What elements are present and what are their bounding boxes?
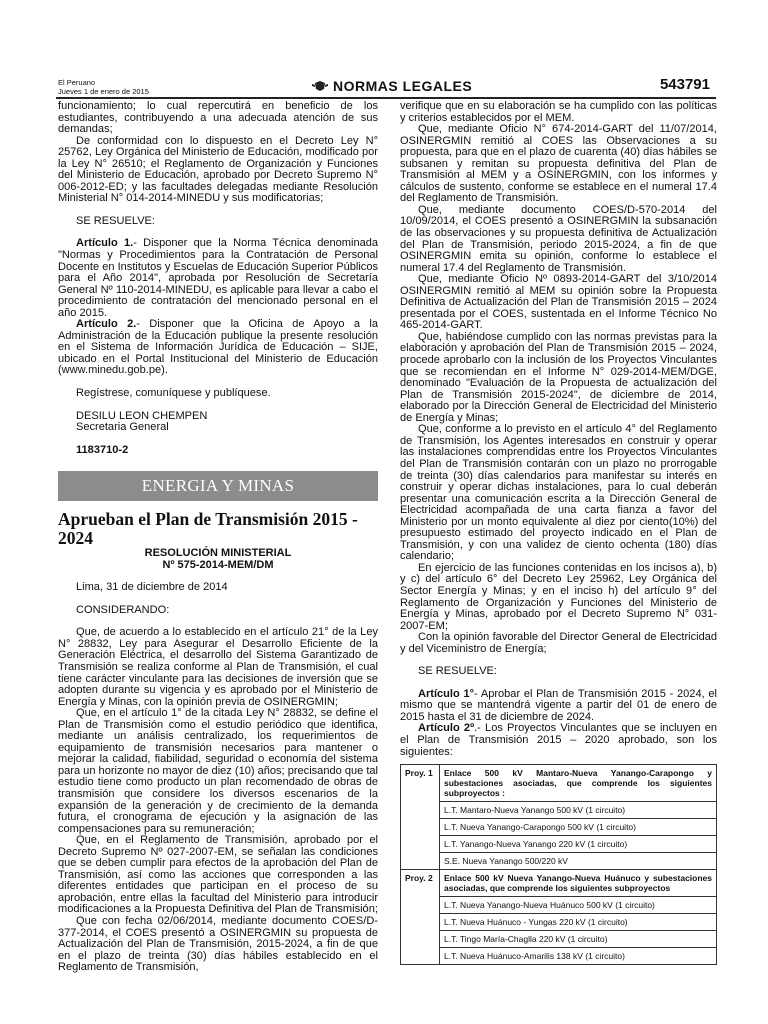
paragraph: Que, conforme a lo previsto en el artículo 4° del Reglamento de Transmisión, los Agentes interesados en construir y operar las instalaciones comprendidas entre los Proyectos Vinculantes del Plan de Transmisión contarán con un plazo no prorrogable de treinta (30) días calendarios para manifestar su interés en construir y operar dichas instalaciones, para lo cual deberán presentar una comunicación escrita a la Dirección General de Electricidad acompañada de una carta fianza a favor del Ministerio por un monto equivalente al diez por ciento(10%) del presupuesto estimado del proyecto indicado en el Plan de Transmisión, y con una validez de ciento ochenta (180) días calendario; bbox=[400, 423, 717, 563]
article-text: - Disponer que la Oficina de Apoyo a la Administración de la Educación publique la presente resolución en el Sistema de Información Jurídica de Educación – SIJE, ubicado en el Portal Institucional del Ministerio de Educación (www.minedu.gob.pe). bbox=[58, 318, 378, 377]
project-heading: Enlace 500 kV Mantaro-Nueva Yanango-Carapongo y subestaciones asociadas, que comprende los siguientes subproyectos : bbox=[440, 765, 717, 802]
article-label: Artículo 2º bbox=[418, 722, 475, 735]
resolve-heading: SE RESUELVE: bbox=[76, 214, 155, 227]
paragraph: Que, mediante documento COES/D-570-2014 del 10/09/2014, el COES presentó a OSINERGMIN la subsanación de las observaciones y su propuesta definitiva de Actualización del Plan de Transmisión, periodo 2015-2024, a fin de que OSINERGMIN emita su opinión, conforme lo establece el numeral 17.4 del Reglamento de Transmisión. bbox=[400, 203, 717, 274]
table-row bbox=[401, 870, 717, 897]
article-text: .- Los Proyectos Vinculantes que se incluyen en el Plan de Transmisión 2015 – 2020 aprobado, son los siguientes: bbox=[400, 722, 717, 758]
table-row bbox=[401, 931, 717, 948]
header-divider bbox=[56, 97, 716, 99]
subproject-cell: L.T. Nueva Yanango-Nueva Huánuco 500 kV (1 circuito) bbox=[440, 897, 717, 914]
paragraph: funcionamiento; lo cual repercutirá en beneficio de los estudiantes, contribuyendo a una adecuada atención de sus demandas; bbox=[58, 100, 378, 136]
article-2 bbox=[58, 319, 378, 377]
subproject-cell: L.T. Tingo María-Chaglla 220 kV (1 circuito) bbox=[440, 931, 717, 948]
table-row bbox=[401, 819, 717, 836]
resolve-heading: SE RESUELVE: bbox=[418, 665, 497, 678]
considering-heading: CONSIDERANDO: bbox=[76, 603, 170, 616]
resolution-type: RESOLUCIÓN MINISTERIAL bbox=[144, 547, 292, 560]
subproject-cell: L.T. Nueva Huánuco-Amarilis 138 kV (1 circuito) bbox=[440, 948, 717, 965]
subproject-cell: L.T. Yanango-Nueva Yanango 220 kV (1 circuito) bbox=[440, 836, 717, 853]
closing-formula: Regístrese, comuníquese y publíquese. bbox=[76, 387, 271, 400]
signer-name: DESILU LEON CHEMPEN bbox=[76, 409, 208, 422]
paragraph: Que, habiéndose cumplido con las normas previstas para la elaboración y aprobación del Plan de Transmisión 2015 – 2024, procede aprobarlo con la inclusión de los Proyectos Vinculantes que se recomiendan en el Informe N° 029-2014-MEM/DGE, denominado "Evaluación de la Propuesta de actualización del Plan de Transmisión 2015-2024", de diciembre de 2014, elaborado por la Dirección General de Electricidad del Ministerio de Energía y Minas; bbox=[400, 330, 717, 424]
subproject-cell: L.T. Nueva Huánuco - Yungas 220 kV (1 circuito) bbox=[440, 914, 717, 931]
paragraph: Que, mediante Oficio N° 674-2014-GART del 11/07/2014, OSINERGMIN remitió al COES las Observaciones a su propuesta, para que en el plazo de cuarenta (40) días hábiles se subsanen y remitan su propuesta definitiva del Plan de Transmisión al MEM y a OSINERGMIN, con los informes y cálculos de sustento, conforme se establece en el numeral 17.4 del Reglamento de Transmisión. bbox=[400, 123, 717, 205]
right-column bbox=[400, 101, 717, 965]
project-label: Proy. 2 bbox=[401, 870, 440, 965]
article-text: - Disponer que la Norma Técnica denominada "Normas y Procedimientos para la Contratación de Personal Docente en Institutos y Escuelas de Educación Superior Públicos para el Año 2014", aprobada por Resolución de Secretaría General Nº 110-2014-MINEDU, es aplicable para llevar a cabo el procedimiento de contratación del mencionado personal en el año 2015. bbox=[58, 237, 379, 319]
signer-role: Secretaria General bbox=[76, 421, 169, 434]
table-row bbox=[401, 914, 717, 931]
article-2 bbox=[400, 723, 717, 758]
brand-name: NORMAS LEGALES bbox=[333, 78, 473, 94]
paragraph: En ejercicio de las funciones contenidas en los incisos a), b) y c) del artículo 6° del Decreto Ley 25962, Ley Orgánica del Sector Energía y Minas; y en el inciso h) del artículo 9° del Reglamento de Organización y Funciones del Ministerio de Energía y Minas, aprobado por el Decreto Supremo N° 031-2007-EM; bbox=[400, 561, 717, 632]
paragraph: Que, de acuerdo a lo establecido en el artículo 21° de la Ley N° 28832, Ley para Asegurar el Desarrollo Eficiente de la Generación Eléctrica, el desarrollo del Sistema Garantizado de Transmisión se realiza conforme al Plan de Transmisión, el cual tiene carácter vinculante para las decisiones de inversión que se adopten durante su vigencia y es aprobado por el Ministerio de Energía y Minas, con la opinión previa de OSINERGMIN; bbox=[58, 626, 378, 708]
resolution-number: Nº 575-2014-MEM/DM bbox=[162, 558, 274, 571]
paragraph: Que, en el artículo 1° de la citada Ley N° 28832, se define el Plan de Transmisión como el estudio periódico que identifica, mediante un análisis centralizado, los requerimientos de equipamiento de transmisión necesarios para mantener o mejorar la calidad, fiabilidad, seguridad o economía del sistema para un horizonte no mayor de diez (10) años; precisando que tal estudio tiene como producto un plan recomendado de obras de transmisión que considere los diversos escenarios de la expansión de la generación y de crecimiento de la demanda futura, el cronograma de ejecución y la asignación de las compensaciones para su remuneración; bbox=[58, 707, 378, 835]
table-row bbox=[401, 765, 717, 802]
publication-name: El Peruano bbox=[58, 78, 96, 87]
table-row bbox=[401, 802, 717, 819]
left-column bbox=[58, 101, 378, 974]
table-row bbox=[401, 836, 717, 853]
article-title: Aprueban el Plan de Transmisión 2015 - 2024 bbox=[58, 509, 358, 549]
project-label: Proy. 1 bbox=[401, 765, 440, 870]
coat-of-arms-icon bbox=[312, 80, 328, 92]
paragraph: Que, en el Reglamento de Transmisión, aprobado por el Decreto Supremo Nº 027-2007-EM, se señalan las condiciones que se deben cumplir para efectos de la aprobación del Plan de Transmisión, así como las acciones que corresponden a las diferentes entidades que participan en el proceso de su aprobación, entre ellas la facultad del Ministerio para introducir modificaciones a la Propuesta Definitiva del Plan de Transmisión; bbox=[58, 834, 378, 916]
paragraph: Con la opinión favorable del Director General de Electricidad y del Viceministro de Energía; bbox=[400, 631, 717, 655]
place-date: Lima, 31 de diciembre de 2014 bbox=[76, 581, 228, 594]
paragraph: verifique que en su elaboración se ha cumplido con las políticas y criterios establecidos por el MEM. bbox=[400, 100, 717, 124]
paragraph: De conformidad con lo dispuesto en el Decreto Ley N° 25762, Ley Orgánica del Ministerio de Educación, modificado por la Ley N° 26510; el Reglamento de Organización y Funciones del Ministerio de Educación, aprobado por Decreto Supremo N° 006-2012-ED; y las facultades delegadas mediante Resolución Ministerial N° 014-2014-MINEDU y sus modificatorias; bbox=[58, 134, 378, 205]
article-label: Artículo 1° bbox=[418, 687, 475, 700]
page-number: 543791 bbox=[659, 76, 710, 93]
projects-table bbox=[400, 764, 717, 965]
article-1 bbox=[58, 238, 378, 319]
article-label: Artículo 1. bbox=[76, 237, 134, 250]
paragraph: Que, mediante Oficio Nº 0893-2014-GART del 3/10/2014 OSINERGMIN remitió al MEM su opinión sobre la Propuesta Definitiva de Actualización del Plan de Transmisión 2015 – 2024 presentada por el COES, sustentada en el Informe Técnico No 465-2014-GART. bbox=[400, 273, 717, 332]
subproject-cell: L.T. Mantaro-Nueva Yanango 500 kV (1 circuito) bbox=[440, 802, 717, 819]
document-code: 1183710-2 bbox=[76, 443, 129, 456]
page-header-brand bbox=[312, 78, 472, 94]
article-label: Artículo 2. bbox=[76, 318, 137, 331]
subproject-cell: S.E. Nueva Yanango 500/220 kV bbox=[440, 853, 717, 870]
table-row bbox=[401, 853, 717, 870]
paragraph: Que con fecha 02/06/2014, mediante documento COES/D-377-2014, el COES presentó a OSINERGMIN su propuesta de Actualización del Plan de Transmisión, 2015-2024, a fin de que en el plazo de treinta (30) días hábiles establecido en el Reglamento de Transmisión, bbox=[58, 914, 378, 974]
publication-date: Jueves 1 de enero de 2015 bbox=[58, 87, 149, 96]
project-heading: Enlace 500 kV Nueva Yanango-Nueva Huánuco y subestaciones asociadas, que comprende los siguientes subproyectos bbox=[440, 870, 717, 897]
subproject-cell: L.T. Nueva Yanango-Carapongo 500 kV (1 circuito) bbox=[440, 819, 717, 836]
section-banner: ENERGIA Y MINAS bbox=[58, 471, 378, 501]
page-header-left bbox=[58, 78, 149, 96]
table-row bbox=[401, 897, 717, 914]
article-text: - Aprobar el Plan de Transmisión 2015 - 2024, el mismo que se mantendrá vigente a partir del 01 de enero de 2015 hasta el 31 de diciembre de 2024. bbox=[400, 687, 717, 723]
table-row bbox=[401, 948, 717, 965]
article-1 bbox=[400, 689, 717, 724]
